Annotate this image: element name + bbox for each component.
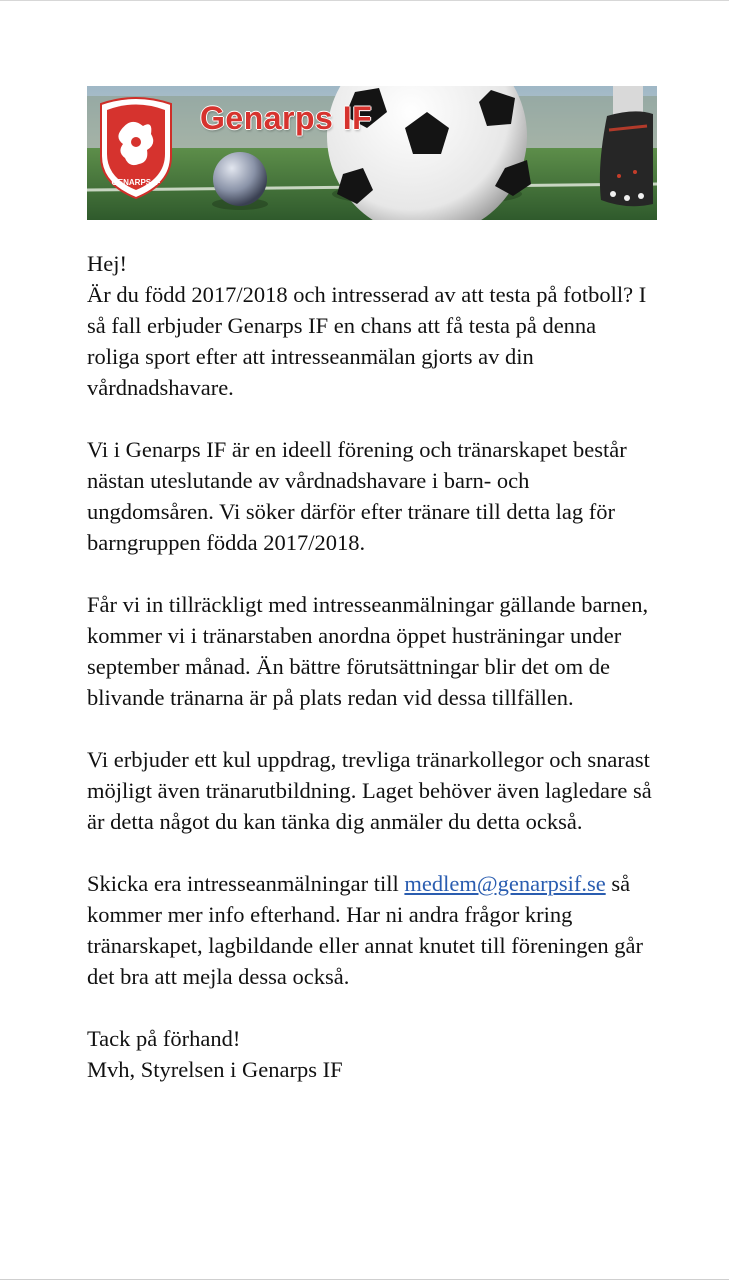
paragraph-5-rest: så kommer mer info efterhand. Har ni andra frågor kring tränarskapet, lagbildande eller annat knutet till föreningen går det bra att mejla dessa också. — [87, 871, 644, 989]
closing-line: Tack på förhand! — [87, 1026, 241, 1051]
club-name-logo: Genarps IF — [200, 100, 373, 136]
top-divider — [0, 0, 729, 1]
boule-ball-icon — [213, 152, 267, 206]
paragraph-3: Får vi in tillräckligt med intresseanmälningar gällande barnen, kommer vi i tränarstaben anordna öppet husträningar under september månad. Än bättre förutsättningar blir det om de blivande tränarna är på plats redan vid dessa tillfällen. — [87, 592, 649, 710]
emblem-text: GENARPS IF — [111, 178, 161, 187]
email-body — [87, 248, 652, 1116]
club-emblem-icon — [101, 98, 171, 198]
intro-paragraph — [87, 248, 652, 403]
paragraph-5-intro: Skicka era intresseanmälningar till — [87, 871, 399, 896]
signature-line: Mvh, Styrelsen i Genarps IF — [87, 1057, 343, 1082]
sign-off — [87, 1023, 652, 1085]
email-link[interactable]: medlem@genarpsif.se — [404, 871, 606, 896]
paragraph-5 — [87, 868, 652, 992]
header-banner — [87, 86, 657, 220]
paragraph-1: Är du född 2017/2018 och intresserad av att testa på fotboll? I så fall erbjuder Genarps IF en chans att få testa på denna roliga sport efter att intresseanmälan gjorts av din vårdnadshavare. — [87, 282, 647, 400]
paragraph-2: Vi i Genarps IF är en ideell förening och tränarskapet består nästan uteslutande av vårdnadshavare i barn- och ungdomsåren. Vi söker därför efter tränare till detta lag för barngruppen födda 2017/2018. — [87, 437, 627, 555]
paragraph-4: Vi erbjuder ett kul uppdrag, trevliga tränarkollegor och snarast möjligt även tränarutbildning. Laget behöver även lagledare så är detta något du kan tänka dig anmäler du detta också. — [87, 747, 652, 834]
greeting: Hej! — [87, 251, 127, 276]
